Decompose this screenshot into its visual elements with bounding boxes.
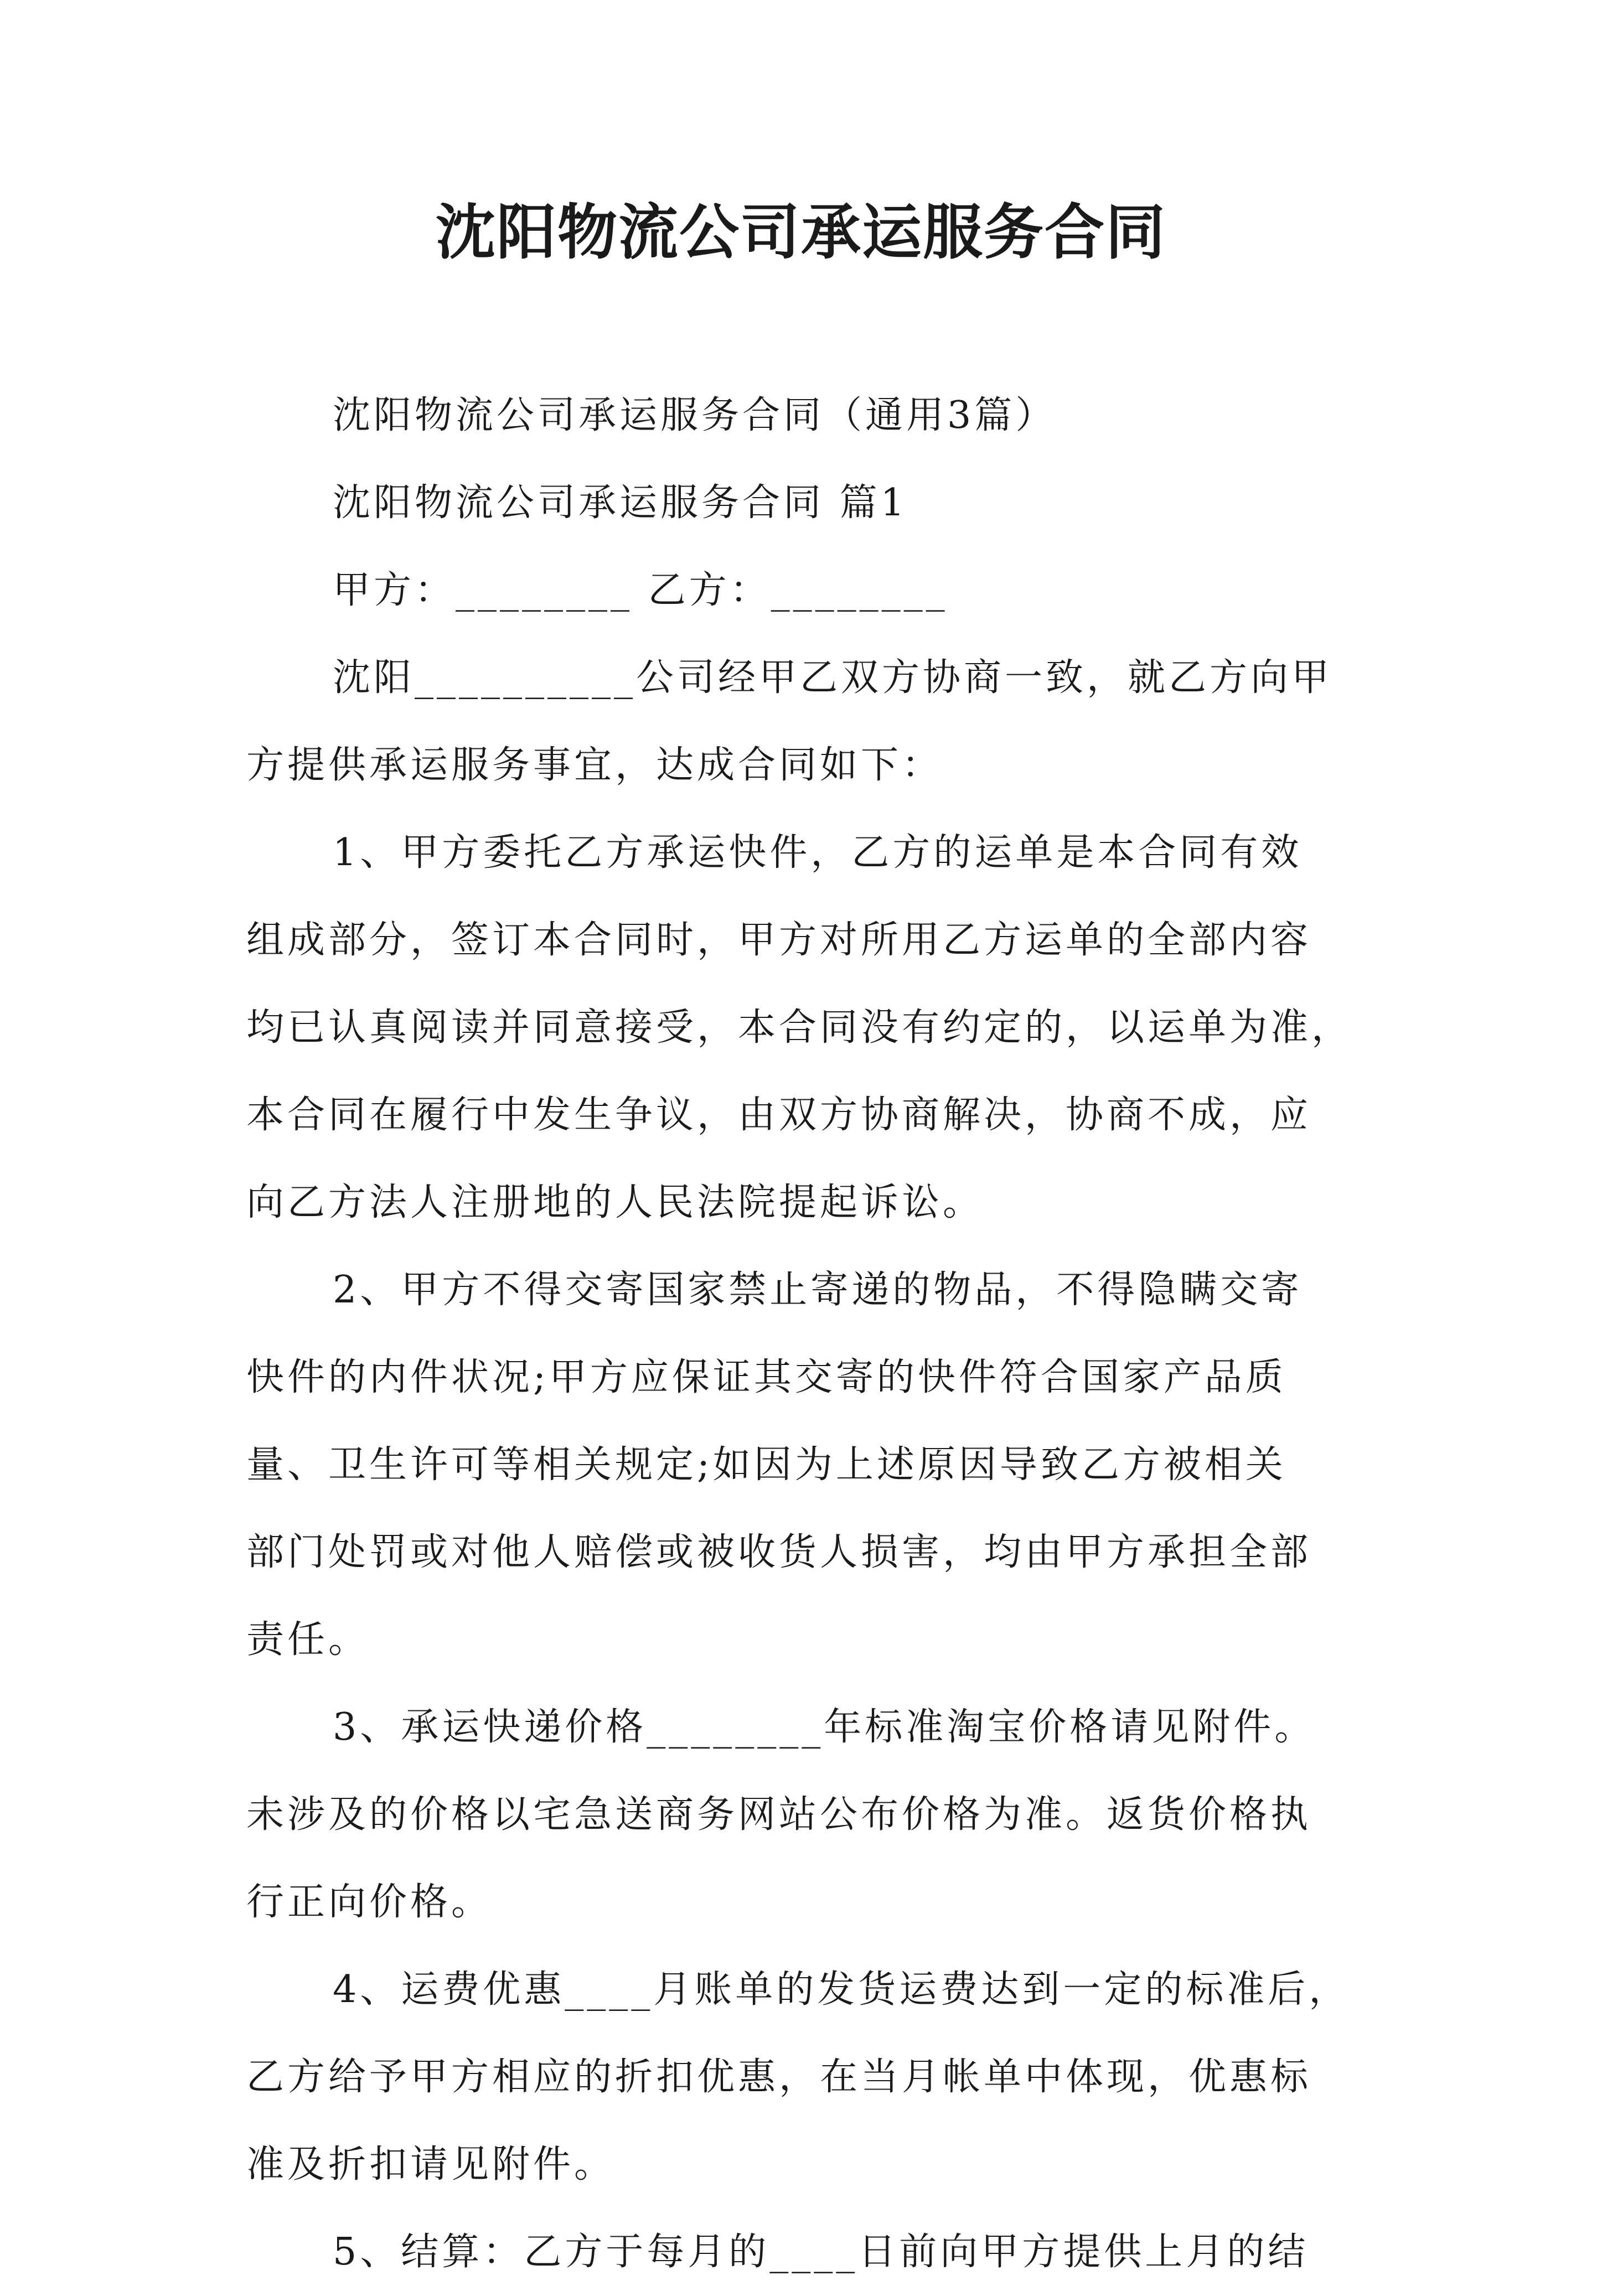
paragraph-line: 4、运费优惠____月账单的发货运费达到一定的标准后， bbox=[333, 1968, 1350, 2011]
paragraph-line: 快件的内件状况;甲方应保证其交寄的快件符合国家产品质 bbox=[246, 1356, 1286, 1399]
intro-paragraph bbox=[246, 634, 1376, 809]
paragraph-line: 方提供承运服务事宜，达成合同如下： bbox=[246, 743, 943, 787]
paragraph-line: 向乙方法人注册地的人民法院提起诉讼。 bbox=[246, 1181, 984, 1224]
paragraph-line: 5、结算：乙方于每月的____日前向甲方提供上月的结 bbox=[333, 2230, 1309, 2274]
document-body bbox=[246, 372, 1376, 2296]
document-subtitle: 沈阳物流公司承运服务合同（通用3篇） bbox=[333, 394, 1057, 437]
paragraph-line: 量、卫生许可等相关规定;如因为上述原因导致乙方被相关 bbox=[246, 1443, 1286, 1487]
paragraph-line: 沈阳__________公司经甲乙双方协商一致，就乙方向甲 bbox=[333, 656, 1333, 700]
paragraph-line: 2、甲方不得交寄国家禁止寄递的物品，不得隐瞒交寄 bbox=[333, 1268, 1303, 1312]
paragraph-line: 未涉及的价格以宅急送商务网站公布价格为准。返货价格执 bbox=[246, 1793, 1312, 1837]
paragraph-line: 组成部分，签订本合同时，甲方对所用乙方运单的全部内容 bbox=[246, 918, 1312, 962]
clause-5 bbox=[246, 2209, 1376, 2296]
section-heading: 沈阳物流公司承运服务合同 篇1 bbox=[333, 481, 908, 525]
clause-1 bbox=[246, 809, 1376, 1247]
paragraph-line: 1、甲方委托乙方承运快件，乙方的运单是本合同有效 bbox=[333, 831, 1303, 875]
paragraph-line: 准及折扣请见附件。 bbox=[246, 2143, 616, 2186]
paragraph-line: 部门处罚或对他人赔偿或被收货人损害，均由甲方承担全部 bbox=[246, 1530, 1312, 1574]
clause-3 bbox=[246, 1684, 1376, 1946]
paragraph-line: 行正向价格。 bbox=[246, 1880, 493, 1924]
paragraph-line: 责任。 bbox=[246, 1618, 370, 1662]
clause-2 bbox=[246, 1247, 1376, 1684]
paragraph-line: 均已认真阅读并同意接受，本合同没有约定的，以运单为准， bbox=[246, 1006, 1353, 1049]
paragraph-line: 本合同在履行中发生争议，由双方协商解决，协商不成，应 bbox=[246, 1093, 1312, 1137]
paragraph-line: 3、承运快递价格________年标准淘宝价格请见附件。 bbox=[333, 1705, 1316, 1749]
paragraph-line: 乙方给予甲方相应的折扣优惠，在当月帐单中体现，优惠标 bbox=[246, 2055, 1312, 2099]
parties-line: 甲方：________ 乙方：________ bbox=[333, 568, 948, 612]
document-title: 沈阳物流公司承运服务合同 bbox=[435, 198, 1166, 267]
clause-4 bbox=[246, 1946, 1376, 2209]
